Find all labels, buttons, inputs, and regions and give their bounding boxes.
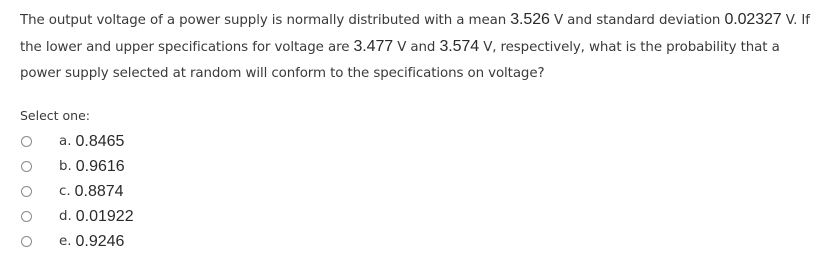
question-text-part-4: V and [393,40,440,55]
option-a[interactable] [21,129,134,154]
upper-spec-value: 3.574 [439,38,480,55]
option-value: 0.8874 [74,182,124,200]
standard-deviation-value: 0.02327 [724,11,782,28]
option-value: 0.01922 [75,207,134,225]
answer-options [21,129,134,254]
option-letter: e. [59,234,72,249]
mean-value: 3.526 [510,11,550,28]
question-text-part-5: V, respectively, what is the probability that a power supply selected at random will conform to the specifications on voltage? [20,40,780,81]
option-value: 0.8465 [75,132,125,150]
option-value: 0.9246 [75,232,125,250]
option-e[interactable] [21,229,134,254]
option-c[interactable] [21,179,134,204]
select-one-label: Select one: [20,108,91,123]
radio-button-icon[interactable] [21,236,32,247]
option-b[interactable] [21,154,134,179]
lower-spec-value: 3.477 [353,38,394,55]
radio-button-icon[interactable] [21,161,32,172]
question-text [20,7,810,87]
question-text-part-3: V. If the lower and upper specifications for voltage are [20,13,810,55]
question-text-part-1: The output voltage of a power supply is normally distributed with a mean [20,13,511,28]
option-letter: d. [59,209,72,224]
option-letter: c. [59,184,71,199]
radio-button-icon[interactable] [21,211,32,222]
radio-button-icon[interactable] [21,186,32,197]
radio-button-icon[interactable] [21,136,32,147]
option-d[interactable] [21,204,134,229]
option-letter: b. [59,159,72,174]
option-value: 0.9616 [75,157,125,175]
option-letter: a. [59,134,72,149]
question-text-part-2: V and standard deviation [549,13,725,28]
